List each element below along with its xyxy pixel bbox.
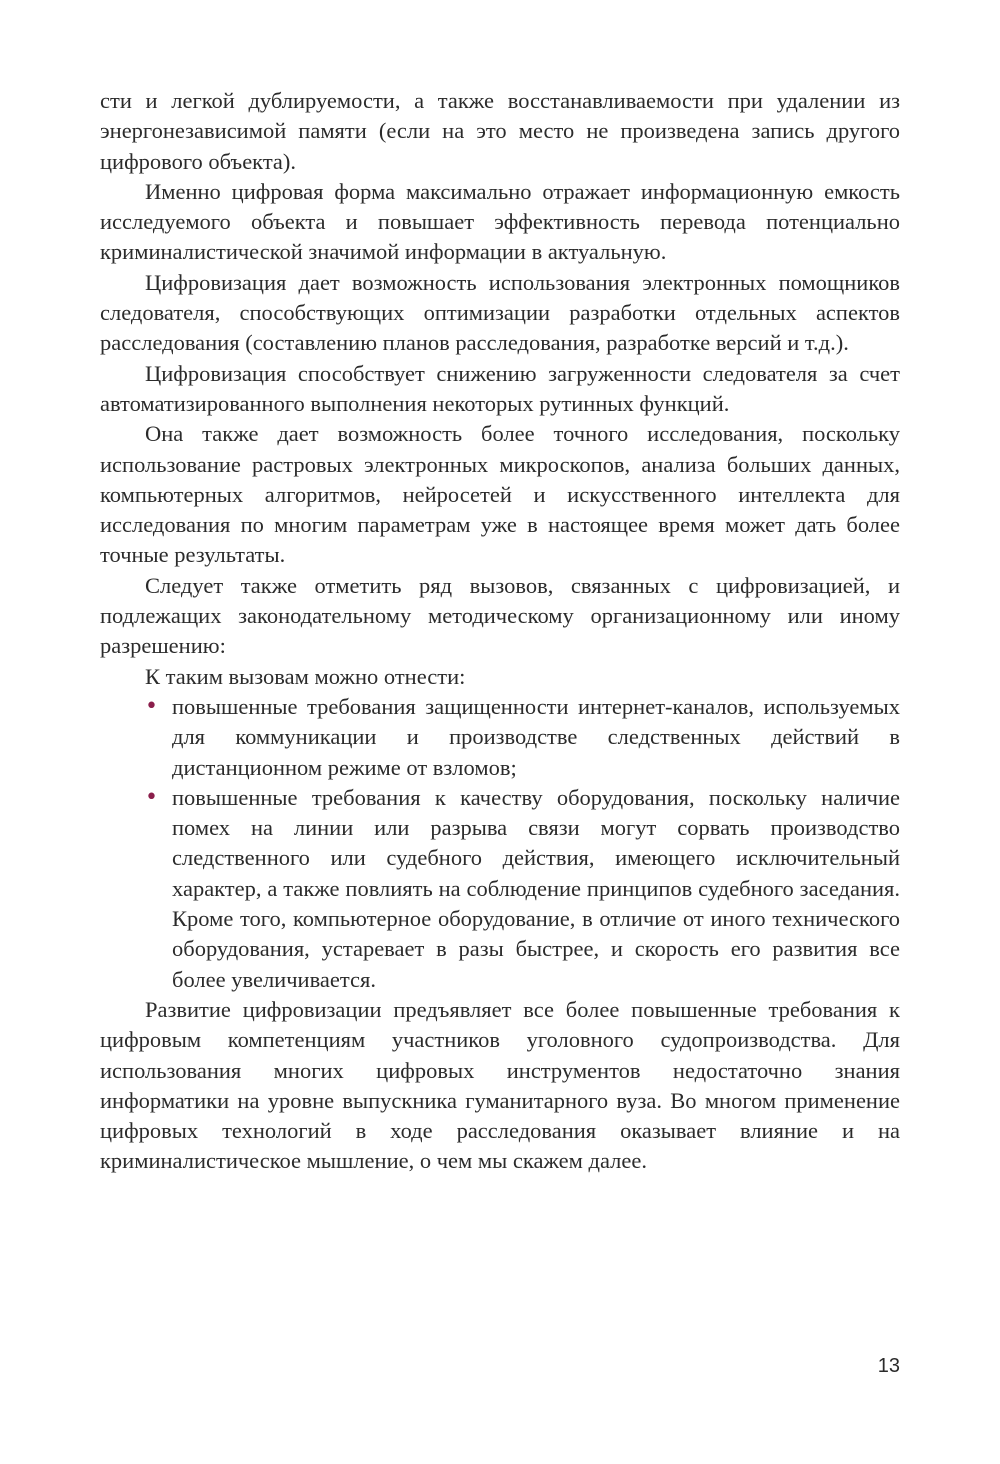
bullet-icon: •	[145, 693, 158, 719]
paragraph-continuation: сти и легкой дублируемости, а также восстанавливаемости при удалении из энергонезависимой памяти (если на это место не произведена запись другого цифрового объекта).	[100, 88, 900, 174]
paragraph-digital-form: Именно цифровая форма максимально отражает информационную емкость исследуемого объекта и повышает эффективность перевода потенциально криминалистической значимой информации в актуальную.	[100, 178, 900, 265]
page-number: 13	[877, 1355, 900, 1377]
paragraph-competencies: Развитие цифровизации предъявляет все более повышенные требования к цифровым компетенциям участников уголовного судопроизводства. Для использования многих цифровых инструментов недостаточно знания информатики на уровне выпускника гуманитарного вуза. Во многом применение цифровых технологий в ходе расследования оказывает влияние и на криминалистическое мышление, о чем мы скажем далее.	[100, 996, 900, 1174]
paragraph-electronic-assistants: Цифровизация дает возможность использования электронных помощников следователя, способствующих оптимизации разработки отдельных аспектов расследования (составлению планов расследования, разработке версий и т.д.).	[100, 269, 900, 356]
list-item	[100, 692, 900, 783]
challenges-list	[100, 692, 900, 995]
paragraph-list-intro: К таким вызовам можно отнести:	[145, 663, 466, 689]
list-item-text: повышенные требования защищенности интернет-каналов, используемых для коммуникации и производстве следственных действий в дистанционном режиме от взломов;	[172, 693, 900, 780]
list-item	[100, 783, 900, 995]
bullet-icon: •	[145, 784, 158, 810]
paragraph-precision: Она также дает возможность более точного исследования, поскольку использование растровых электронных микроскопов, анализа больших данных, компьютерных алгоритмов, нейросетей и искусственного интеллекта для исследования по многим параметрам уже в настоящее время может дать более точные результаты.	[100, 421, 900, 568]
paragraph-workload: Цифровизация способствует снижению загруженности следователя за счет автоматизированного выполнения некоторых рутинных функций.	[100, 360, 900, 416]
list-item-text: повышенные требования к качеству оборудования, поскольку наличие помех на линии или разрыва связи могут сорвать производство следственного или судебного действия, имеющего исключительный характер, а также повлиять на соблюдение принципов судебного заседания. Кроме того, компьютерное оборудование, в отличие от иного технического оборудования, устаревает в разы быстрее, и скорость его развития все более увеличивается.	[172, 784, 900, 992]
paragraph-challenges: Следует также отметить ряд вызовов, связанных с цифровизацией, и подлежащих законодательному методическому организационному или иному разрешению:	[100, 572, 900, 659]
body-text	[100, 86, 900, 1177]
